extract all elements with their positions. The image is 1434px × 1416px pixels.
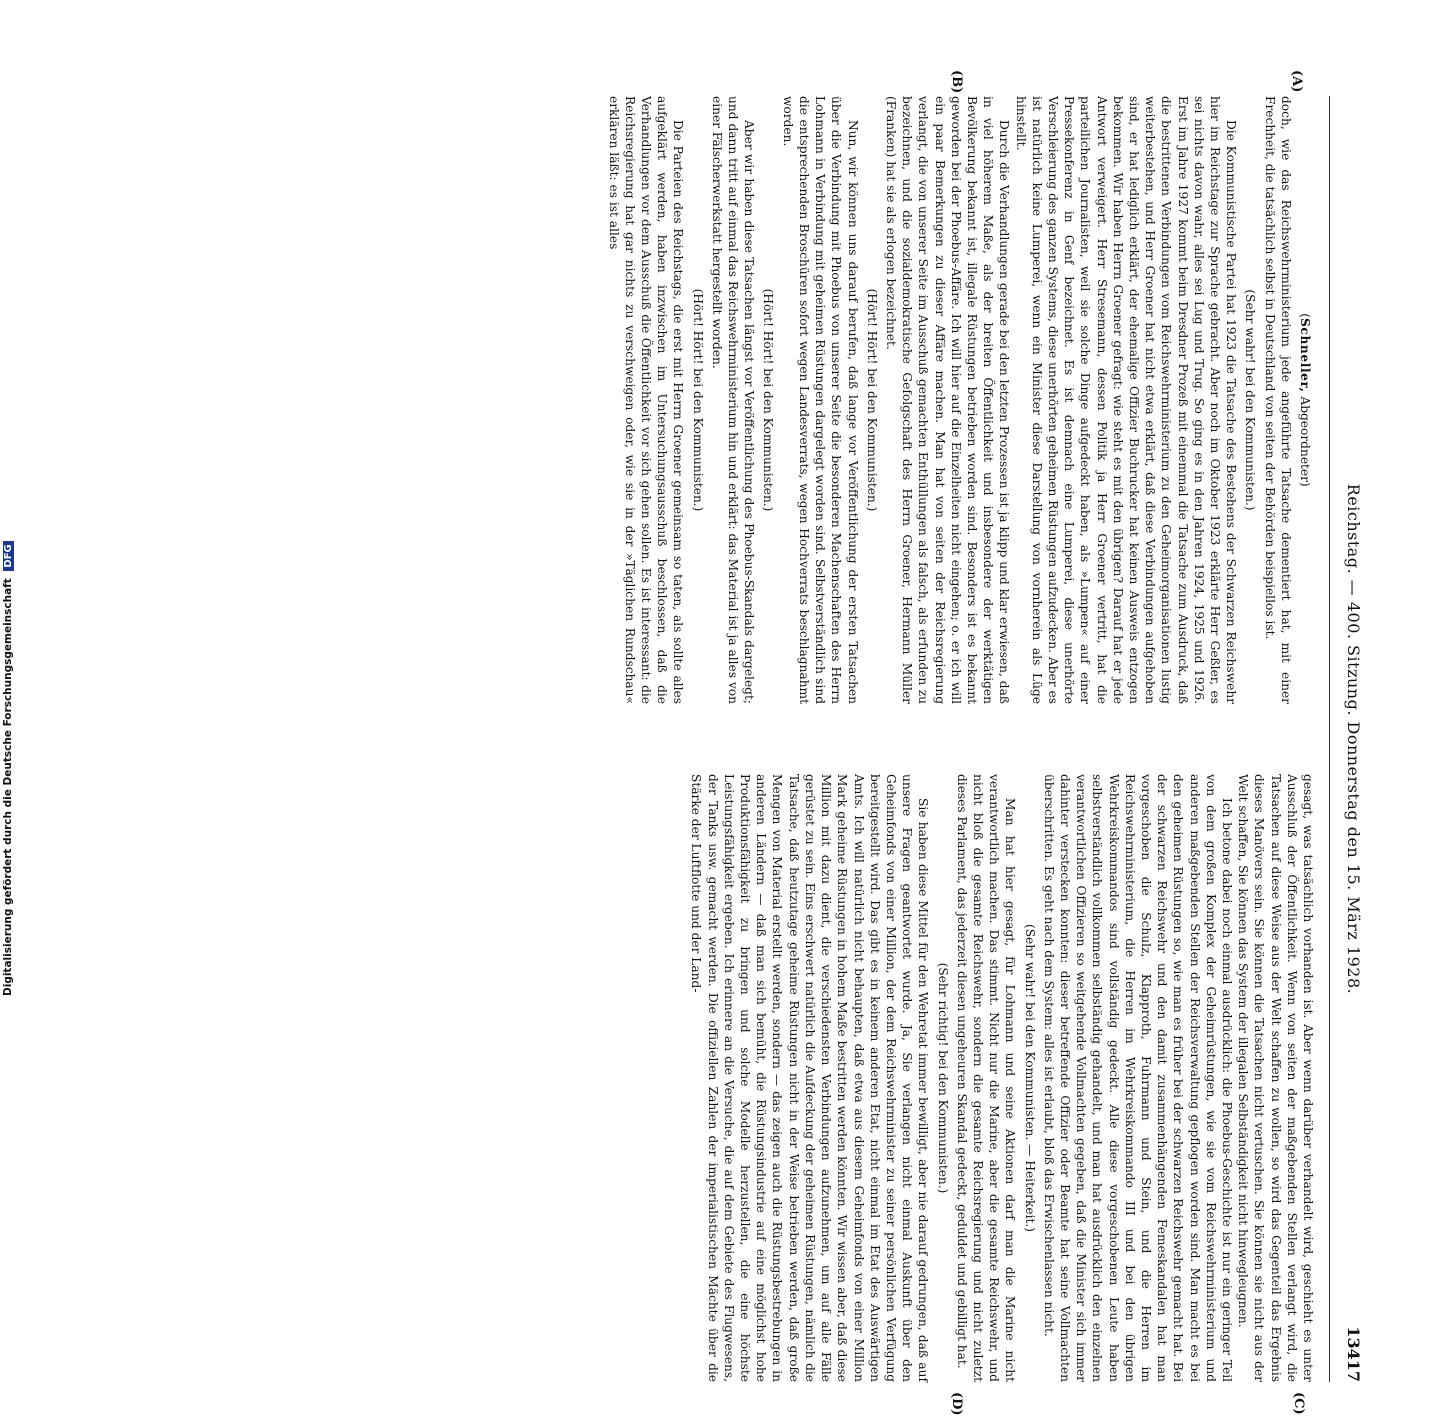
paragraph: gesagt, was tatsächlich vorhanden ist. Aber wenn darüber verhandelt wird, geschieht es unter Ausschluß der Öffentlichkeit. Wenn von seiten der maßgebenden Stellen verlangt wird, die Tatsachen auf diese Weise aus der Welt schaffen zu wollen, so wird das Gegenteil das Ergebnis dieses Manövers sein. Sie können die Tatsachen nicht vertuschen. Sie können sie nicht aus der Welt schaffen, Sie können das System der illegalen Selbständigkeit nicht hinwegleugnen.: [1236, 774, 1315, 1382]
header-rule: [1329, 96, 1330, 1382]
interjection: (Sehr richtig! bei den Kommunisten.): [935, 962, 950, 1194]
paragraph: Die Kommunistische Partei hat 1923 die Tatsache des Bestehens der Schwarzen Reichswehr hier im Reichstage zur Sprache gebracht. Aber noch im Oktober 1923 erklärte Herr Geßler, es sei nichts davon wahr, alles sei Lug und Trug. So ging es in den Jahren 1924, 1925 und 1926. Erst im Jahre 1927 kommt beim Dresdner Prozeß mit einemmal die Tatsache zum Ausdruck, daß die bestrittenen Verbindungen vom Reichswehrministerium zu den Geheimorganisationen lustig weiterbestehen, und Herr Groener hat nicht etwa erklärt, daß diese Verbindungen aufgehoben sind, er hat lediglich erklärt, der ehemalige Offizier Buchrucker hat keinen Ausweis entzogen bekommen. Wir haben Herrn Groener gefragt: wie steht es mit den übrigen? Darauf hat er jede Antwort verweigert. Herr Stresemann, dessen Politik ja Herr Groener vertritt, hat die parteilichen Journalisten, weil sie solche Dinge aufgedeckt haben, als »Lumpen« auf einer Pressekonferenz in Genf bezeichnet. Es ist demnach eine Lumperei, diese unerhörte Verschleierung des ganzen Systems, diese unerhörten geheimen Rüstungen aufzudecken. Aber es ist natürlich keine Lumperei, wenn ein Minister diese Darstellung von vornherein als Lüge hinstellt.: [1013, 96, 1239, 704]
interjection: (Hört! Hört! bei den Kommunisten.): [761, 288, 776, 512]
margin-letter-d: (D): [949, 1392, 964, 1416]
interjection: (Sehr wahr! bei den Kommunisten.): [1243, 289, 1258, 511]
interjection: (Hört! Hört! bei den Kommunisten.): [864, 288, 879, 512]
page-number: 13417: [1344, 1326, 1363, 1382]
interjection: (Hört! Hört! bei den Kommunisten.): [690, 288, 705, 512]
interjection: (Sehr wahr! bei den Kommunisten. — Heiterkeit.): [1022, 923, 1037, 1233]
page-title: Reichstag. — 400. Sitzung. Donnerstag den 15. März 1928.: [1344, 483, 1363, 995]
dfg-logo: DFG: [3, 541, 14, 570]
speaker-line: (Schneller, Abgeordneter): [1298, 313, 1312, 487]
paragraph: Durch die Verhandlungen gerade bei den letzten Prozessen ist ja klipp und klar erwiesen, daß in viel höherem Maße, als der breiten Öffentlichkeit und insbesondere der werktätigen Bevölkerung bekannt ist, illegale Rüstungen betrieben worden sind. Besonders ist es bekannt geworden bei der Phoebus-Affäre. Ich will hier auf die Einzelheiten nicht eingehen; o. er ich will ein paar Bemerkungen zu dieser Affäre machen. Man hat von seiten der Reichsregierung verlangt, die von unserer Seite im Ausschuß gemachten Enthüllungen als falsch, als erfunden zu bezeichnen, und die sozialdemokratische Gefolgschaft des Herrn Groener, Hermann Müller (Franken) hat sie als erlogen bezeichnet.: [883, 96, 1012, 704]
paragraph: Aber wir haben diese Tatsachen längst vor Veröffentlichung des Phoebus-Skandals dargelegt; und dann tritt auf einmal das Reichswehrministerium hin und erklärt: das Material ist ja alles von einer Fälscherwerkstatt hergestellt worden.: [709, 96, 757, 704]
page-header: [1338, 96, 1368, 1382]
credit-text: Digitalisierung gefördert durch die Deutsche Forschungsgemeinschaft: [2, 578, 14, 996]
left-text-column: [606, 96, 1316, 704]
paragraph: Ich betone dabei noch einmal ausdrücklich: die Phoebus-Geschichte ist nur ein geringer Teil von dem großen Komplex der Geheimrüstungen, wie sie vom Reichswehrministerium und anderen maßgebenden Stellen der Reichsverwaltung gepflogen worden sind. Man macht es bei den geheimen Rüstungen so, wie man es früher bei der schwarzen Reichswehr gemacht hat. Bei der schwarzen Reichswehr und den damit zusammenhängenden Femeskandalen hat man vorgeschoben die Schulz, Klapproth, Fuhrmann und Stein, und die Herren im Reichswehrministerium, die Herren im Wehrkreiskommando III und bei den übrigen Wehrkreiskommandos sind vollständig gedeckt. Alle diese vorgeschobenen Leute haben selbstverständlich vollkommen selbständig gehandelt, und man hat ausdrücklich den einzelnen verantwortlichen Offizieren so weitgehende Vollmachten gegeben, daß die Minister sich immer dahinter verstecken konnten: dieser betreffende Offizier oder Beamte hat seine Vollmachten überschritten. Es geht nach dem System: alles ist erlaubt, bloß das Erwischenlassen nicht.: [1041, 774, 1234, 1382]
margin-letter-b: (B): [949, 70, 964, 94]
paragraph: Man hat hier gesagt, für Lohmann und seine Aktionen darf man die Marine nicht verantwortlich machen. Das stimmt. Nicht nur die Marine, aber die gesamte Reichswehr, und nicht bloß die gesamte Reichswehr, sondern die gesamte Reichsregierung und nicht zuletzt dieses Parlament, das jederzeit diesen ungeheuren Skandal gedeckt, geduldet und gebilligt hat.: [954, 774, 1018, 1382]
margin-letter-c: (C): [1291, 1392, 1306, 1415]
paragraph: Nun, wir können uns darauf berufen, daß lange vor Veröffentlichung der ersten Tatsachen über die Verbindung mit Phoebus von unserer Seite die besonderen Machenschaften des Herrn Lohmann in Verbindung mit geheimen Rüstungen dargelegt worden sind. Selbstverständlich sind die entsprechenden Broschüren sofort wegen Landesverrats, wegen Hochverrats beschlagnahmt worden.: [780, 96, 860, 704]
paragraph: Sie haben diese Mittel für den Wehretat immer bewilligt, aber nie darauf gedrungen, daß auf unsere Fragen geantwortet wurde. Ja, Sie verlangen nicht einmal Auskunft über den Geheimfonds von einer Million, der dem Reichswehrminister zu seiner persönlichen Verfügung bereitgestellt wird. Das gibt es in keinem anderen Etat, nicht einmal im Etat des Auswärtigen Amts. Ich will natürlich nicht behaupten, daß etwa aus diesem Geheimfonds von einer Million Mark geheime Rüstungen in hohem Maße bestritten werden könnten. Wir wissen aber, daß diese Million mit dazu dient, die verschiedensten Verbindungen aufzunehmen, um auf alle Fälle gerüstet zu sein. Eins erschwert natürlich die Aufdeckung der geheimen Rüstungen, nämlich die Tatsache, daß heutzutage geheime Rüstungen nicht in der Weise betrieben werden, daß große Mengen von Material erstellt werden, sondern — das zeigen auch die Rüstungsbestrebungen in anderen Ländern — daß man sich bemüht, die Rüstungsindustrie auf eine möglichst hohe Produktionsfähigkeit zu bringen und solche Modelle herzustellen, die eine höchste Leistungsfähigkeit ergeben. Ich erinnere an die Versuche, die auf dem Gebiete des Flugwesens, der Tanks usw. gemacht werden. Die offiziellen Zahlen der imperialistischen Mächte über die Stärke der Luftflotte und der Land-: [689, 774, 931, 1382]
digitization-credit: [2, 541, 14, 996]
speaker-role: Abgeordneter): [1298, 396, 1312, 487]
speaker-name: Schneller,: [1298, 318, 1312, 393]
paragraph: Die Parteien des Reichstags, die erst mit Herrn Groener gemeinsam so taten, als sollte alles aufgeklärt werden, haben inzwischen im Untersuchungsausschuß beschlossen, daß die Verhandlungen vor dem Ausschuß die Öffentlichkeit vor sich gehen sollen. Es ist interessant: die Reichsregierung hat gar nichts zu verschweigen oder, wie sie in der »Täglichen Rundschau« erklären läßt: es ist alles: [606, 96, 686, 704]
paragraph: doch, wie das Reichswehrministerium jede angeführte Tatsache dementiert hat, mit einer Frechheit, die tatsächlich selbst in Deutschland von seiten der Behörden beispiellos ist.: [1262, 96, 1293, 704]
right-text-column: [636, 774, 1316, 1382]
margin-letter-a: (A): [1289, 70, 1304, 93]
